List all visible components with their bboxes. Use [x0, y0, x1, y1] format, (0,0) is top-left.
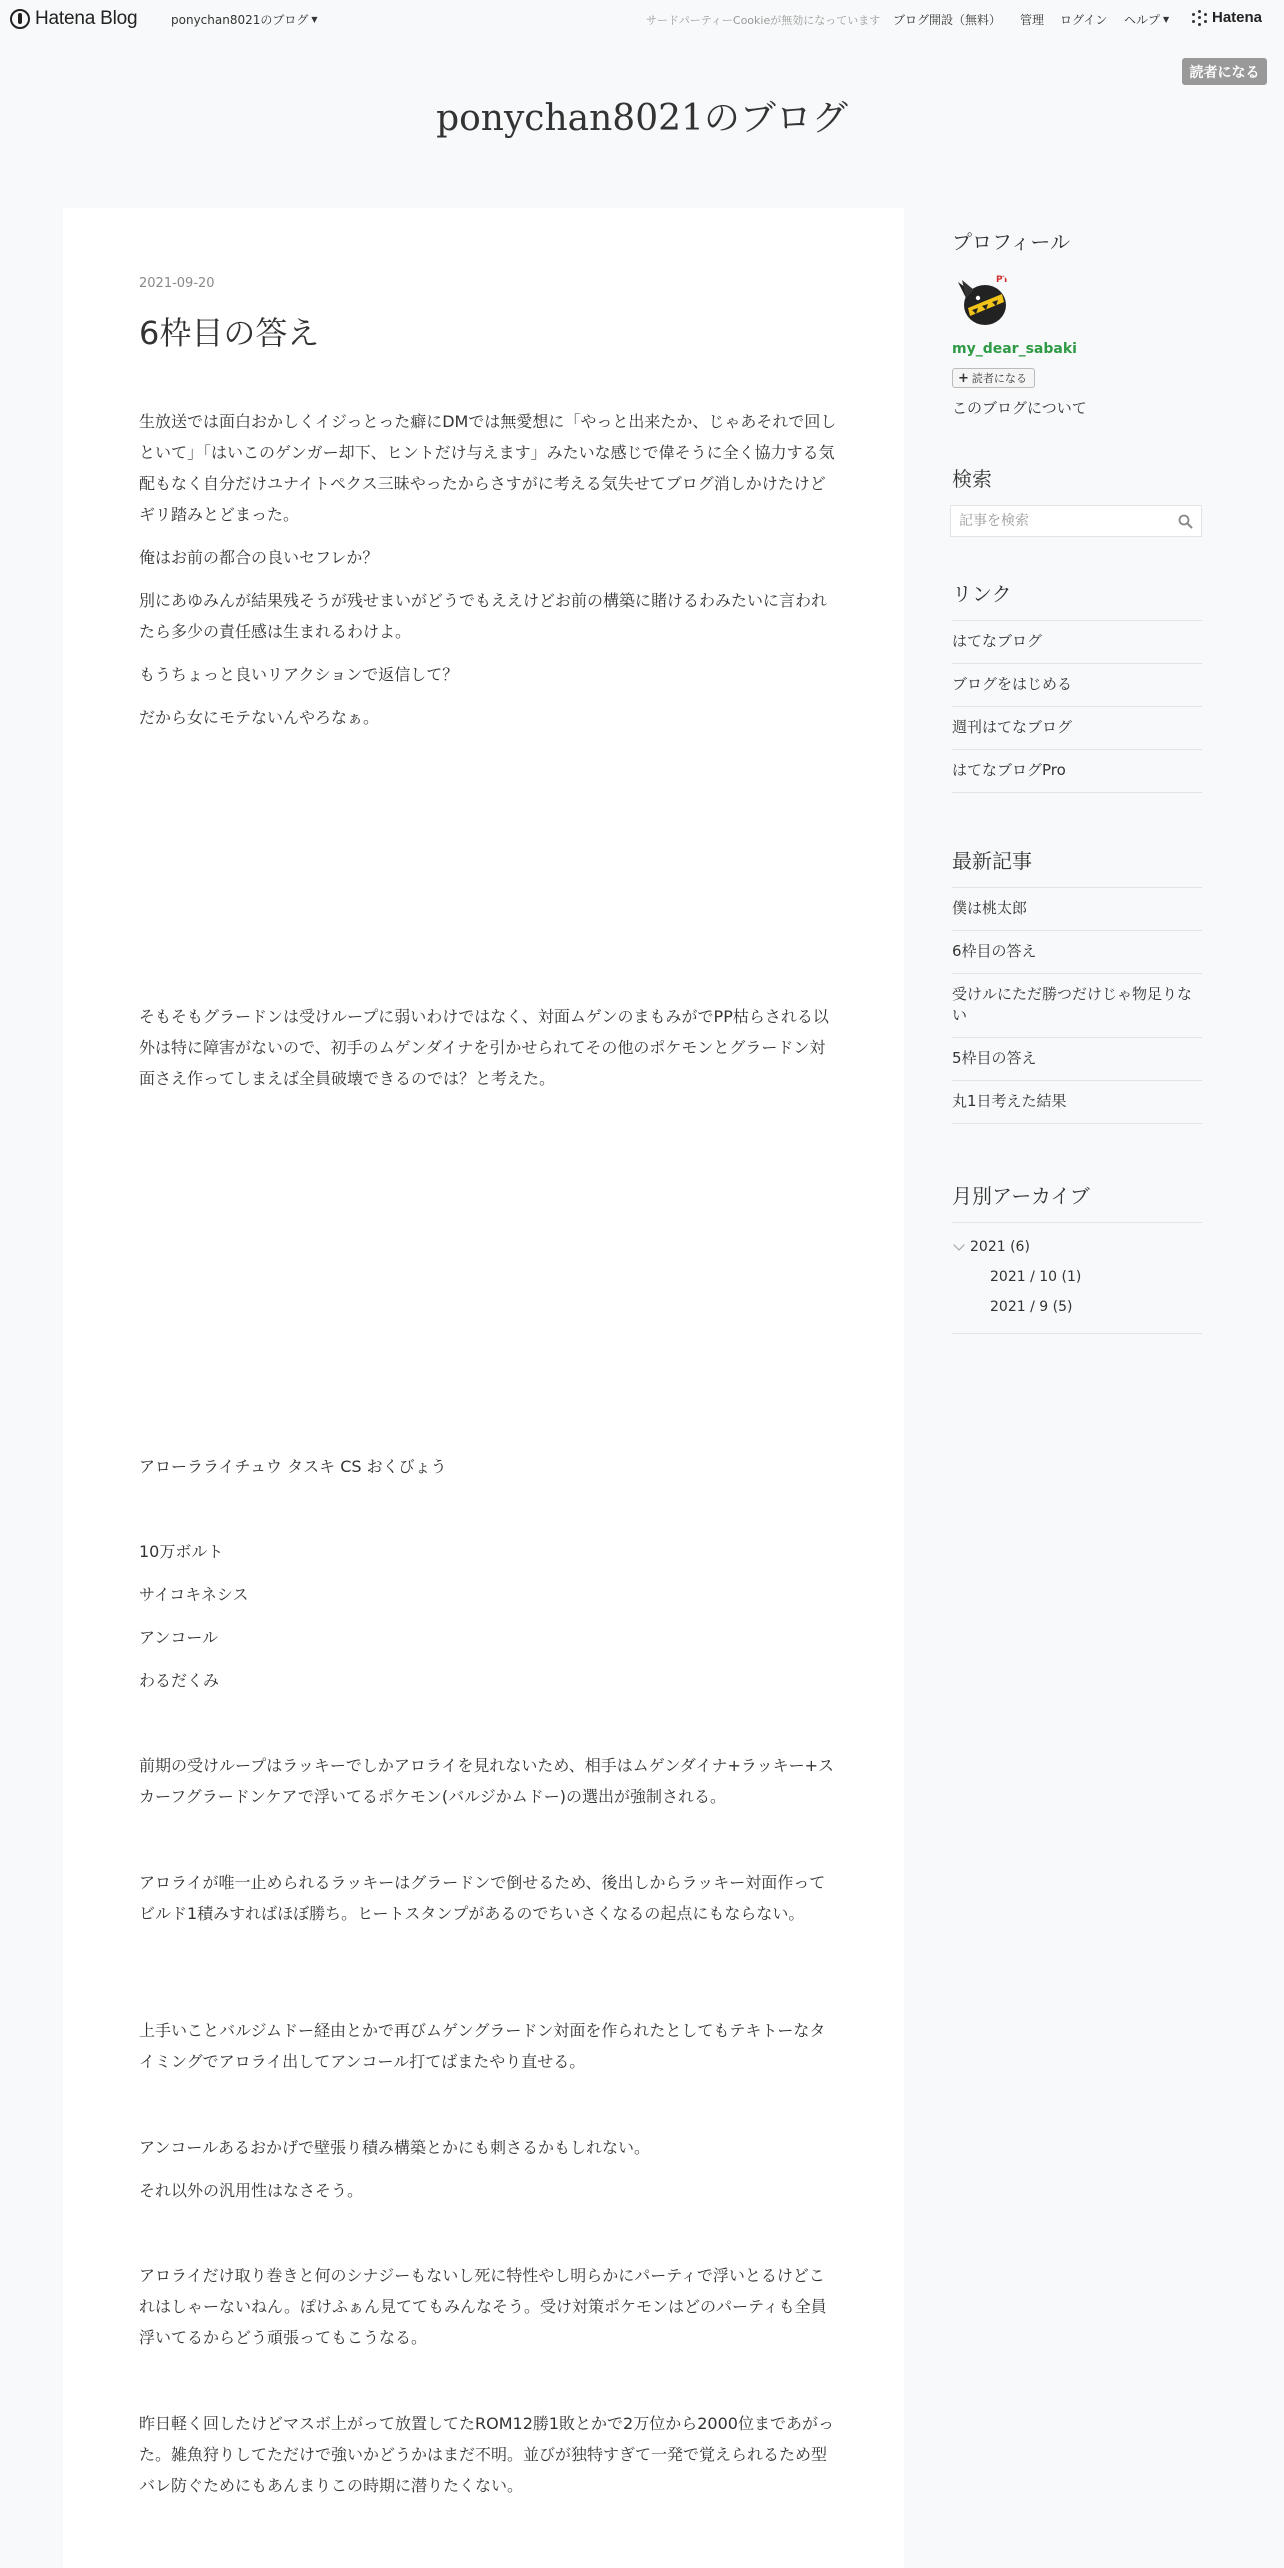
open-blog-link[interactable]: ブログ開設（無料） — [893, 13, 1002, 27]
entry-paragraph: 上手いことバルジムドー経由とかで再びムゲングラードン対面を作られたとしてもテキトーなタイミングでアロライ出してアンコール打てばまたやり直せる。 — [139, 2021, 826, 2071]
global-header — [0, 0, 1284, 36]
svg-text:PT: PT — [996, 275, 1009, 285]
admin-link[interactable]: 管理 — [1020, 13, 1045, 27]
search-heading: 検索 — [952, 467, 992, 491]
recent-entry-link[interactable]: 丸1日考えた結果 — [952, 1081, 1202, 1124]
recent-list — [952, 887, 1202, 1124]
recent-module — [952, 845, 1202, 874]
cookie-notice[interactable]: サードパーティーCookieが無効になっています — [646, 14, 881, 27]
plus-icon: + — [958, 370, 969, 386]
entry-paragraph: 別にあゆみんが結果残そうが残せまいがどうでもええけどお前の構築に賭けるわみたいに言われたら多少の責任感は生まれるわけよ。 — [139, 591, 828, 641]
search-form — [950, 505, 1202, 537]
entry-paragraph: 10万ボルト — [139, 1542, 224, 1561]
entry-paragraph: 昨日軽く回したけどマスボ上がって放置してたROM12勝1敗とかで2万位から2000位まであがった。雑魚狩りしてただけで強いかどうかはまだ不明。並びが独特すぎて一発で覚えられるため型バレ防ぐためにもあんまりこの時期に潜りたくない。 — [139, 2414, 834, 2495]
entry-paragraph: 前期の受けループはラッキーでしかアロライを見れないため、相手はムゲンダイナ+ラッキー+スカーフグラードンケアで浮いてるポケモン(バルジかムドー)の選出が強制される。 — [139, 1756, 834, 1806]
archive-module — [952, 1180, 1202, 1209]
blog-menu-label: ponychan8021のブログ — [171, 13, 309, 27]
profile-subscribe-label: 読者になる — [971, 372, 1027, 385]
hatena-blog-logo-icon — [10, 9, 30, 29]
entry-paragraph: それ以外の汎用性はなさそう。 — [139, 2181, 364, 2200]
caret-down-icon: ▼ — [1163, 15, 1170, 24]
search-input[interactable] — [951, 506, 1161, 536]
hatena-logo-text: Hatena — [1212, 9, 1263, 26]
link-item[interactable]: 週刊はてなブログ — [952, 707, 1202, 750]
entry-paragraph: アンコールあるおかげで壁張り積み構築とかにも刺さるかもしれない。 — [139, 2138, 651, 2157]
entry-paragraph: アロライが唯一止められるラッキーはグラードンで倒せるため、後出しからラッキー対面作ってビルド1積みすればほぼ勝ち。ヒートスタンプがあるのでちいさくなるの起点にもならない。 — [139, 1873, 826, 1923]
search-icon[interactable] — [1178, 514, 1193, 529]
link-item[interactable]: はてなブログ — [952, 621, 1202, 664]
entry-title[interactable]: 6枠目の答え — [139, 314, 320, 352]
hatena-blog-logo-text: Hatena Blog — [35, 8, 138, 29]
subscribe-button[interactable]: 読者になる — [1182, 58, 1267, 85]
archive-month-link[interactable]: 2021 / 10 (1) — [990, 1269, 1082, 1285]
about-blog-link[interactable]: このブログについて — [952, 399, 1087, 417]
archive-month-link[interactable]: 2021 / 9 (5) — [990, 1299, 1073, 1315]
recent-entry-link[interactable]: 6枠目の答え — [952, 931, 1202, 974]
entry-paragraph: もうちょっと良いリアクションで返信して？ — [139, 665, 459, 684]
recent-entry-link[interactable]: 僕は桃太郎 — [952, 888, 1202, 931]
blog-menu[interactable] — [171, 11, 318, 28]
archive-year-label: 2021 (6) — [970, 1239, 1030, 1255]
blog-title[interactable]: ponychan8021のブログ — [436, 98, 848, 139]
hatena-logo[interactable] — [1192, 9, 1262, 26]
recent-entry-link[interactable]: 受けルにただ勝つだけじゃ物足りない — [952, 974, 1202, 1038]
avatar[interactable] — [952, 268, 1014, 330]
help-menu-label: ヘルプ — [1124, 13, 1161, 27]
login-link[interactable]: ログイン — [1060, 13, 1108, 27]
hatena-dots-icon — [1192, 10, 1208, 26]
recent-entry-link[interactable]: 5枠目の答え — [952, 1038, 1202, 1081]
entry-article — [63, 208, 904, 2568]
links-list — [952, 620, 1202, 793]
entry-paragraph: アンコール — [139, 1628, 219, 1647]
entry-paragraph: 俺はお前の都合の良いセフレか？ — [139, 548, 379, 567]
links-heading: リンク — [952, 582, 1012, 606]
hatena-blog-logo[interactable] — [10, 8, 137, 30]
entry-paragraph: サイコキネシス — [139, 1585, 249, 1604]
profile-heading: プロフィール — [952, 230, 1070, 254]
recent-heading: 最新記事 — [952, 849, 1032, 873]
archive-heading: 月別アーカイブ — [952, 1184, 1090, 1208]
entry-date[interactable]: 2021-09-20 — [139, 276, 215, 291]
archive-year[interactable] — [952, 1239, 1030, 1255]
entry-paragraph: だから女にモテないんやろなぁ。 — [139, 708, 380, 727]
profile-subscribe-button[interactable] — [952, 368, 1035, 388]
entry-paragraph: そもそもグラードンは受けループに弱いわけではなく、対面ムゲンのまもみがでPP枯らされる以外は特に障害がないので、初手のムゲンダイナを引かせられてその他のポケモンとグラードン対面さえ作ってしまえば全員破壊できるのでは？と考えた。 — [139, 1007, 829, 1088]
profile-module — [952, 226, 1202, 255]
entry-paragraph: 生放送では面白おかしくイジっとった癖にDMでは無愛想に「やっと出来たか、じゃあそれで回しといて」「はいこのゲンガー却下、ヒントだけ与えます」みたいな感じで偉そうに全く協力する気配もなく自分だけユナイトペクス三昧やったからさすがに考える気失せてブログ消しかけたけどギリ踏みとどまった。 — [139, 412, 837, 524]
entry-paragraph: アロライだけ取り巻きと何のシナジーもないし死に特性やし明らかにパーティで浮いとるけどこれはしゃーないねん。ぽけふぁん見ててもみんなそう。受け対策ポケモンはどのパーティも全員浮いてるからどう頑張ってもこうなる。 — [139, 2266, 827, 2347]
help-menu[interactable] — [1124, 11, 1169, 28]
link-item[interactable]: ブログをはじめる — [952, 664, 1202, 707]
link-item[interactable]: はてなブログPro — [952, 750, 1202, 793]
avatar-image — [952, 268, 1014, 330]
caret-down-icon: ▼ — [311, 15, 318, 24]
search-module — [952, 463, 1202, 492]
entry-paragraph: アローラライチュウ タスキ CS おくびょう — [139, 1457, 447, 1476]
archive-list — [952, 1222, 1202, 1334]
chevron-down-icon[interactable] — [952, 1240, 966, 1254]
links-module — [952, 578, 1202, 607]
profile-name[interactable]: my_dear_sabaki — [952, 341, 1077, 357]
entry-paragraph: わるだくみ — [139, 1671, 220, 1690]
